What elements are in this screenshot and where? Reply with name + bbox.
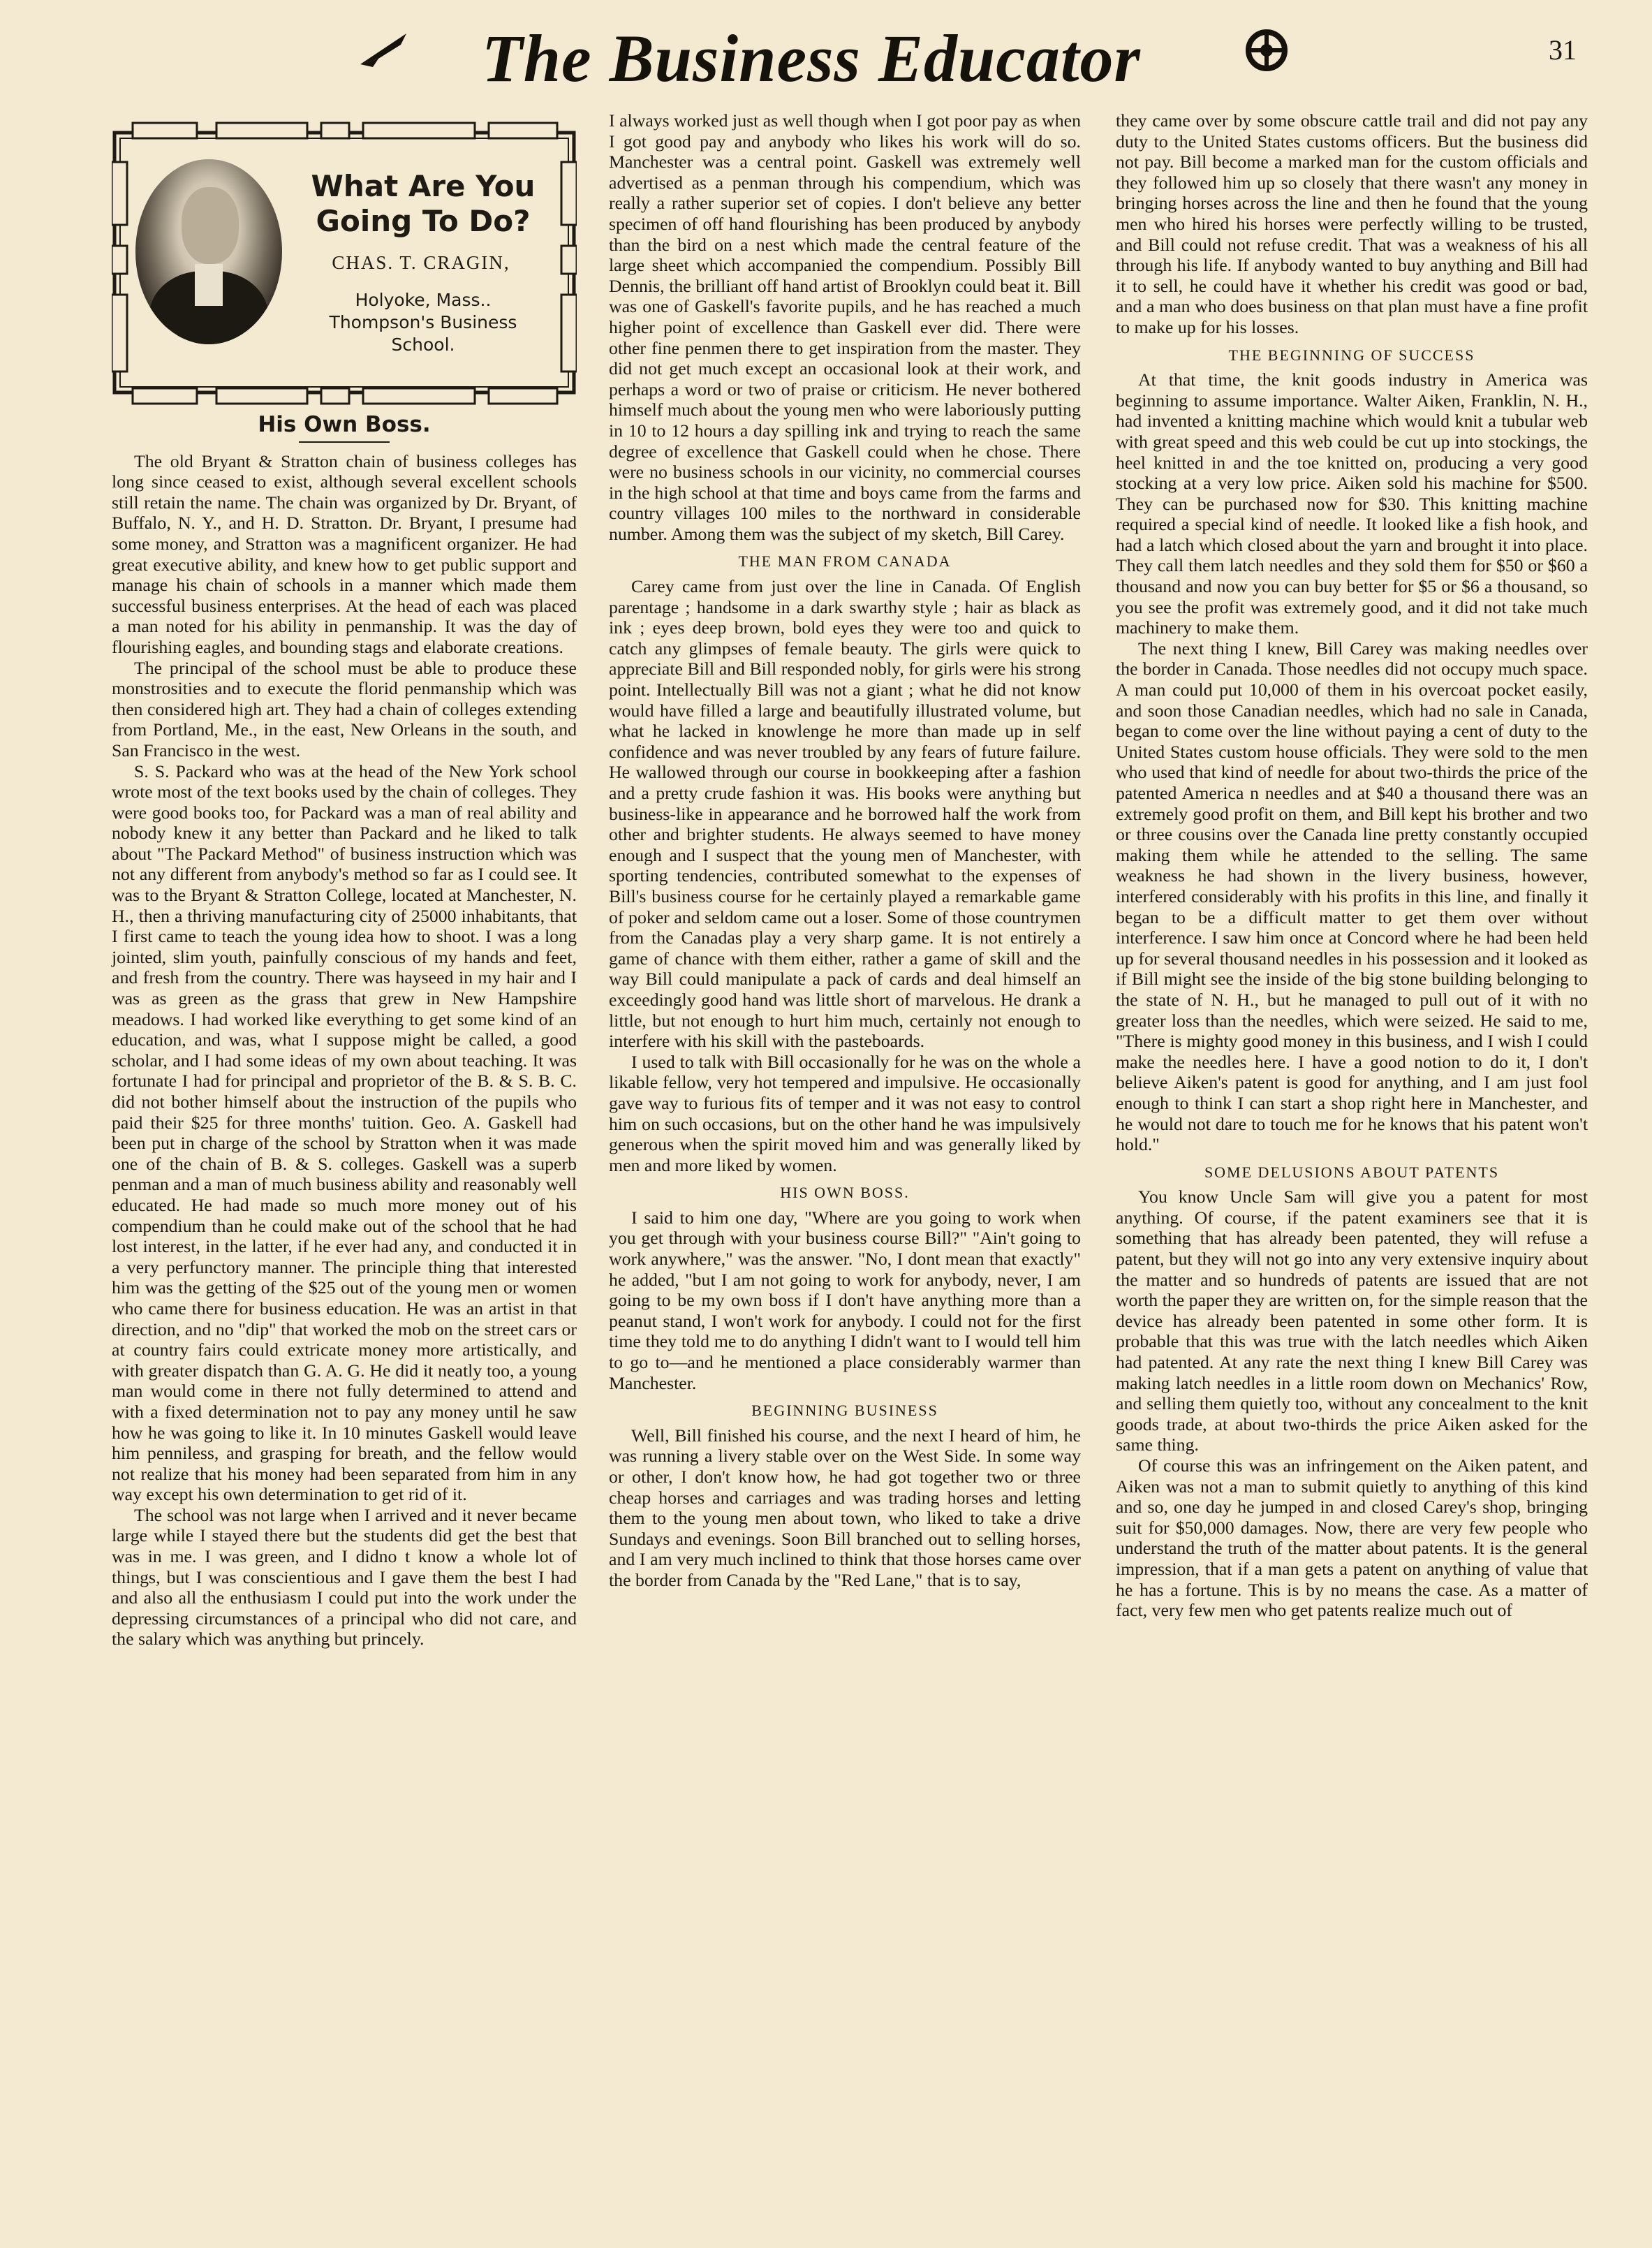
box-place-line: Holyoke, Mass..	[355, 290, 492, 310]
ornament-icon	[1239, 25, 1294, 75]
page-number: 31	[1549, 34, 1577, 66]
masthead: The Business Educator	[482, 21, 1141, 96]
paragraph: Carey came from just over the line in Canada. Of English parentage ; handsome in a dark swarthy style ; hair as black as ink ; eyes deep brown, bold eyes they were too and quick to catch any glimpses of female beauty. The girls were quick to appreciate Bill and Bill responded nobly, for girls were his strong point. Intellectually Bill was not a giant ; what he did not know would have filled a large and beautifully illustrated volume, but what he lacked in knowlenge he more than made up in self confidence and was never troubled by any fears of future failure. He wallowed through our course in bookkeeping after a fashion and a pretty crude fashion it was. His books were anything but business-like in appearance and he borrowed half the work from other and brighter students. He always seemed to have money enough and I suspect that the young men of Manchester, with sporting tendencies, contributed somewhat to the expenses of Bill's business course for he certainly played a remarkable game of poker and seldom came out a loser. Some of those countrymen from the Canadas play a very sharp game. It is not entirely a game of chance with them either, rather a game of skill and the way Bill could manipulate a pack of cards and deal himself an exceedingly good hand was little short of marvelous. He drank a little, but not enough to hurt him much, certainly not enough to interfere with his skill with the pasteboards.	[609, 576, 1081, 1052]
feature-box	[112, 120, 577, 406]
section-heading: THE BEGINNING OF SUCCESS	[1228, 346, 1475, 364]
section-heading: SOME DELUSIONS ABOUT PATENTS	[1204, 1163, 1500, 1181]
box-title: What Are You Going To Do?	[311, 169, 536, 238]
article-title: His Own Boss.	[258, 412, 431, 437]
section-heading: HIS OWN BOSS.	[780, 1184, 910, 1202]
column-1	[112, 110, 577, 1650]
paragraph: Of course this was an infringement on the Aiken patent, and Aiken was not a man to submit quietly to anything of this kind and so, one day he jumped in and closed Carey's shop, bringing suit for $50,000 damages. Now, there are very few people who understand the truth of the matter about patents. It is the general impression, that if a man gets a patent on anything of value that he has a fortune. This is by no means the case. As a matter of fact, very few men who get patents realize much out of	[1116, 1455, 1588, 1621]
paragraph: The school was not large when I arrived and it never became large while I stayed there but the students did get the best that was in me. I was green, and I didno t know a whole lot of things, but I was conscientious and I gave them the best I had and also all the enthusiasm I could put into the work under the depressing circumstances of a principal who did not care, and the salary which was anything but princely.	[112, 1504, 577, 1650]
author-portrait	[135, 159, 282, 344]
paragraph: Well, Bill finished his course, and the next I heard of him, he was running a livery stable over on the West Side. In some way or other, I don't know how, he had got together two or three cheap horses and carriages and was trading horses and letting them to the young men about town, who liked to take a drive Sundays and evenings. Soon Bill branched out to selling horses, and I am very much inclined to think that those horses came over the border from Canada by the "Red Lane," that is to say,	[609, 1425, 1081, 1590]
box-place	[297, 289, 549, 356]
title-rule	[299, 441, 390, 443]
paragraph: At that time, the knit goods industry in America was beginning to assume importance. Walter Aiken, Franklin, N. H., had invented a knitting machine which would knit a tubular web with great speed and this web could be cut up into stockings, the heel knitted in and the toe knitted on, producing a very good stocking at a very low price. Aiken sold his machine for $500. They can be purchased now for $30. This knitting machine required a special kind of needle. It looked like a fish hook, and had a latch which closed about the yarn and brought it into place. They call them latch needles and they sold them for $50 or $60 a thousand and now you can buy better for $5 or $6 a thousand, so you see the profit was extremely good, and it did not take much machinery to make them.	[1116, 369, 1588, 638]
paragraph: The old Bryant & Stratton chain of business colleges has long since ceased to exist, although several excellent schools still retain the name. The chain was organized by Dr. Bryant, of Buffalo, N. Y., and H. D. Stratton. Dr. Bryant, I presume had some money, and Stratton was a magnificent organizer. He had great executive ability, and knew how to get public support and manage his chain of schools in a manner which made them successful business enterprises. At the head of each was placed a man noted for his ability in penmanship. It was the day of flourishing eagles, and bounding stags and elaborate creations.	[112, 450, 577, 657]
page-header	[0, 0, 1652, 105]
box-place-line: School.	[391, 335, 455, 355]
box-place-line: Thompson's Business	[329, 312, 517, 332]
column-2	[609, 110, 1081, 1591]
box-author: CHAS. T. CRAGIN,	[332, 252, 510, 273]
paragraph: I used to talk with Bill occasionally for he was on the whole a likable fellow, very hot tempered and impulsive. He occasionally gave way to furious fits of temper and it was not easy to control him on such occasions, but on the other hand he was impulsively generous when the spirit moved him and was generally liked by men and more liked by women.	[609, 1051, 1081, 1175]
section-heading: BEGINNING BUSINESS	[751, 1402, 938, 1420]
paragraph: You know Uncle Sam will give you a patent for most anything. Of course, if the patent examiners see that it is something that has already been patented, they will refuse a patent, but they will not go into any very extensive inquiry about the matter and so hundreds of patents are issued that are not worth the paper they are written on, for the simple reason that the device has already been patented in some other form. It is probable that this was true with the latch needles which Aiken had patented. At any rate the next thing I knew Bill Carey was making latch needles in a little room down on Mechanics' Row, and selling them quietly too, without any concealment to the knit goods trade, at about two-thirds the price Aiken asked for the same thing.	[1116, 1187, 1588, 1455]
quill-pen-icon	[357, 28, 413, 70]
paragraph: The principal of the school must be able to produce these monstrosities and to execute the florid penmanship which was then considered high art. They had a chain of colleges extending from Portland, Me., in the east, New Orleans in the south, and San Francisco in the west.	[112, 657, 577, 761]
section-heading: THE MAN FROM CANADA	[738, 552, 952, 571]
paragraph: they came over by some obscure cattle trail and did not pay any duty to the United States customs officers. But the business did not pay. Bill become a marked man for the custom officials and they followed him up so closely that there wasn't any money in bringing horses across the line and then he found that the young men who hired his horses were perfectly willing to be trusted, and Bill could not refuse credit. That was a weakness of his all through his life. If anybody wanted to buy anything and Bill had it to sell, he could have it whether his credit was good or bad, and a man who does business on that plan must have a fine profit to make up for his losses.	[1116, 110, 1588, 337]
paragraph: I always worked just as well though when I got poor pay as when I got good pay and anybody who likes his work will do so. Manchester was a central point. Gaskell was extremely well advertised as a penman through his compendium, which was really a rather superior set of copies. I don't believe any better specimen of off hand flourishing has been produced by anybody than the bird on a nest which made the central feature of the large sheet which accompanied the compendium. Possibly Bill Dennis, the brilliant off hand artist of Brooklyn could beat it. Bill was one of Gaskell's favorite pupils, and he has reached a much higher point of excellence than Gaskell ever did. There were other fine penmen there to get inspiration from the master. They did not get much except an occasional look at their work, and perhaps a word or two of praise or criticism. He never bothered himself much about the young men who were laboriously putting in 10 to 12 hours a day spilling ink and trying to reach the same degree of excellence that Gaskell could when he chose. There were no business schools in our vicinity, no commercial courses in the high school at that time and boys came from the farms and country villages 100 miles to the northward in considerable number. Among them was the subject of my sketch, Bill Carey.	[609, 110, 1081, 544]
paragraph: I said to him one day, "Where are you going to work when you get through with your business course Bill?" "Ain't going to work anywhere," was the answer. "No, I dont mean that exactly" he added, "but I am not going to work for anybody, never, I am going to be my own boss if I don't have anything more than a peanut stand, I won't work for anybody. I could not for the first time they told me to do anything I didn't want to I would tell him to go to—and he mentioned a place considerably warmer than Manchester.	[609, 1207, 1081, 1393]
paragraph: The next thing I knew, Bill Carey was making needles over the border in Canada. Those needles did not occupy much space. A man could put 10,000 of them in his overcoat pocket easily, and soon those Canadian needles, which had no sale in Canada, began to come over the line without paying a cent of duty to the United States custom house officials. They were sold to the men who used that kind of needle for about two-thirds the price of the patented America n needles and at $40 a thousand there was an extremely good profit on them, and Bill kept his brother and two or three cousins over the Canada line pretty constantly occupied making them while he attended to the selling. The same weakness he had shown in the livery business, however, interfered considerably with his profits in this line, and finally it began to be a difficult matter to get them over without interference. I saw him once at Concord where he had been held up for several thousand needles in his possession and it looked as if Bill might see the inside of the big stone building belonging to the state of N. H., but he managed to pull out of it with no greater loss than the needles, which were seized. He said to me, "There is mighty good money in this business, and I wish I could make the needles here. I have a good notion to do it, I don't believe Aiken's patent is good for anything, and I am just fool enough to think I can start a shop right here in Manchester, and he would not dare to touch me for he knows that his patent won't hold."	[1116, 638, 1588, 1155]
column-3	[1116, 110, 1588, 1621]
paragraph: S. S. Packard who was at the head of the New York school wrote most of the text books used by the chain of colleges. They were good books too, for Packard was a man of real ability and nobody knew it any better than Packard and he liked to talk about "The Packard Method" of business instruction which was not any different from anybody's method so far as I could see. It was to the Bryant & Stratton College, located at Manchester, N. H., then a thriving manufacturing city of 25000 inhabitants, that I first came to teach the young idea how to shoot. I was a long jointed, slim youth, painfully conscious of my hands and feet, and fresh from the country. There was hayseed in my hair and I was as green as the grass that grew in New Hampshire meadows. I had worked like everything to get some kind of an education, and was, what I suppose might be called, a good scholar, and I had some ideas of my own about teaching. It was fortunate I had for principal and proprietor of the B. & S. B. C. did not bother himself about the instruction of the pupils who paid their $25 for three months' tuition. Geo. A. Gaskell had been put in charge of the school by Stratton when it was made one of the chain of B. & S. colleges. Gaskell was a superb penman and a man of much business ability and reasonably well educated. He had made so much more money out of his compendium than he could make out of the school that he had lost interest, in the latter, if he ever had any, and conducted it in a very perfunctory manner. The principle thing that interested him was the getting of the $25 out of the young men or women who came there for business education. He was an artist in that direction, and no "dip" that worked the mob on the street cars or at country fairs could extricate money more artistically, and with greater dispatch than G. A. G. He did it neatly too, a young man would come in there not fully determined to attend and with a fixed determination not to pay any money until he saw how he was going to like it. In 10 minutes Gaskell would leave him penniless, and grasping for breath, and the fellow would not realize that his money had been separated from him in any way except his own determination to get rid of it.	[112, 761, 577, 1505]
